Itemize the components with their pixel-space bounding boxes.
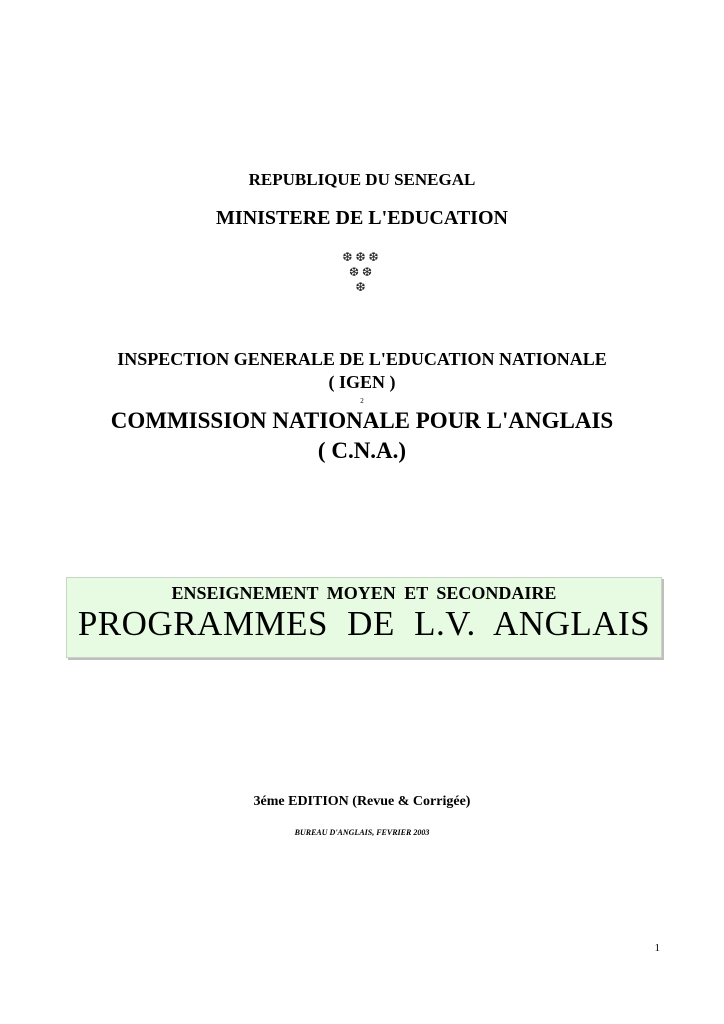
snowflake-icon: ❆❆ bbox=[348, 265, 376, 279]
banner-title: PROGRAMMES DE L.V. ANGLAIS bbox=[77, 604, 651, 643]
ministere-heading: MINISTERE DE L'EDUCATION bbox=[216, 207, 508, 229]
snowflake-icon: ❆ bbox=[355, 280, 369, 294]
page-number: 1 bbox=[654, 942, 660, 954]
igen-acronym: ( IGEN ) bbox=[328, 372, 396, 392]
cna-acronym: ( C.N.A.) bbox=[317, 438, 407, 463]
republique-heading: REPUBLIQUE DU SENEGAL bbox=[248, 170, 476, 189]
edition-line: 3éme EDITION (Revue & Corrigée) bbox=[253, 794, 471, 809]
bureau-line: BUREAU D'ANGLAIS, FEVRIER 2003 bbox=[294, 828, 430, 837]
inspection-heading: INSPECTION GENERALE DE L'EDUCATION NATIONALE bbox=[117, 349, 607, 369]
commission-heading: COMMISSION NATIONALE POUR L'ANGLAIS bbox=[110, 408, 614, 433]
title-banner bbox=[66, 577, 662, 658]
snowflake-icon: ❆❆❆ bbox=[342, 250, 382, 264]
small-mark: 2 bbox=[360, 397, 364, 405]
banner-subtitle: ENSEIGNEMENT MOYEN ET SECONDAIRE bbox=[171, 583, 557, 603]
